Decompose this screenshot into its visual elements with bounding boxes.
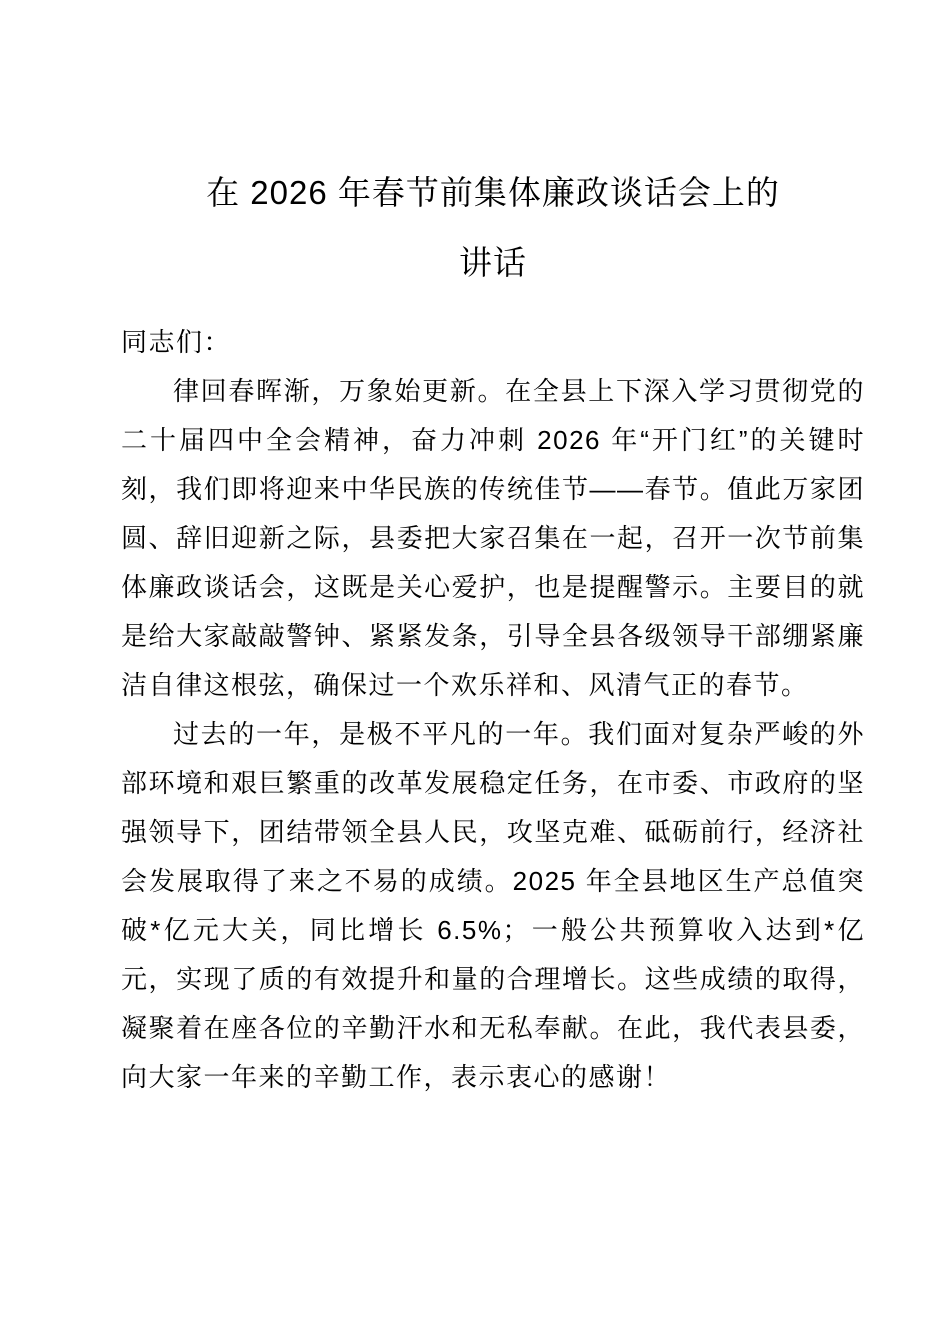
document-title [121, 158, 865, 298]
salutation: 同志们： [121, 327, 232, 357]
paragraph-1: 律回春晖渐，万象始更新。在全县上下深入学习贯彻党的二十届四中全会精神，奋力冲刺 2026 年“开门红”的关键时刻，我们即将迎来中华民族的传统佳节——春节。值此万家团圆、辞旧迎新之际，县委把大家召集在一起，召开一次节前集体廉政谈话会，这既是关心爱护，也是提醒警示。主要目的就是给大家敲敲警钟、紧紧发条，引导全县各级领导干部绷紧廉洁自律这根弦，确保过一个欢乐祥和、风清气正的春节。 [121, 376, 865, 700]
paragraph-2: 过去的一年，是极不平凡的一年。我们面对复杂严峻的外部环境和艰巨繁重的改革发展稳定任务，在市委、市政府的坚强领导下，团结带领全县人民，攻坚克难、砥砺前行，经济社会发展取得了来之不易的成绩。2025 年全县地区生产总值突破*亿元大关，同比增长 6.5%；一般公共预算收入达到*亿元，实现了质的有效提升和量的合理增长。这些成绩的取得，凝聚着在座各位的辛勤汗水和无私奉献。在此，我代表县委，向大家一年来的辛勤工作，表示衷心的感谢！ [121, 719, 865, 1092]
document-body [121, 318, 865, 1102]
title-line-1: 在 2026 年春节前集体廉政谈话会上的 [206, 174, 780, 211]
title-line-2: 讲话 [459, 244, 527, 281]
